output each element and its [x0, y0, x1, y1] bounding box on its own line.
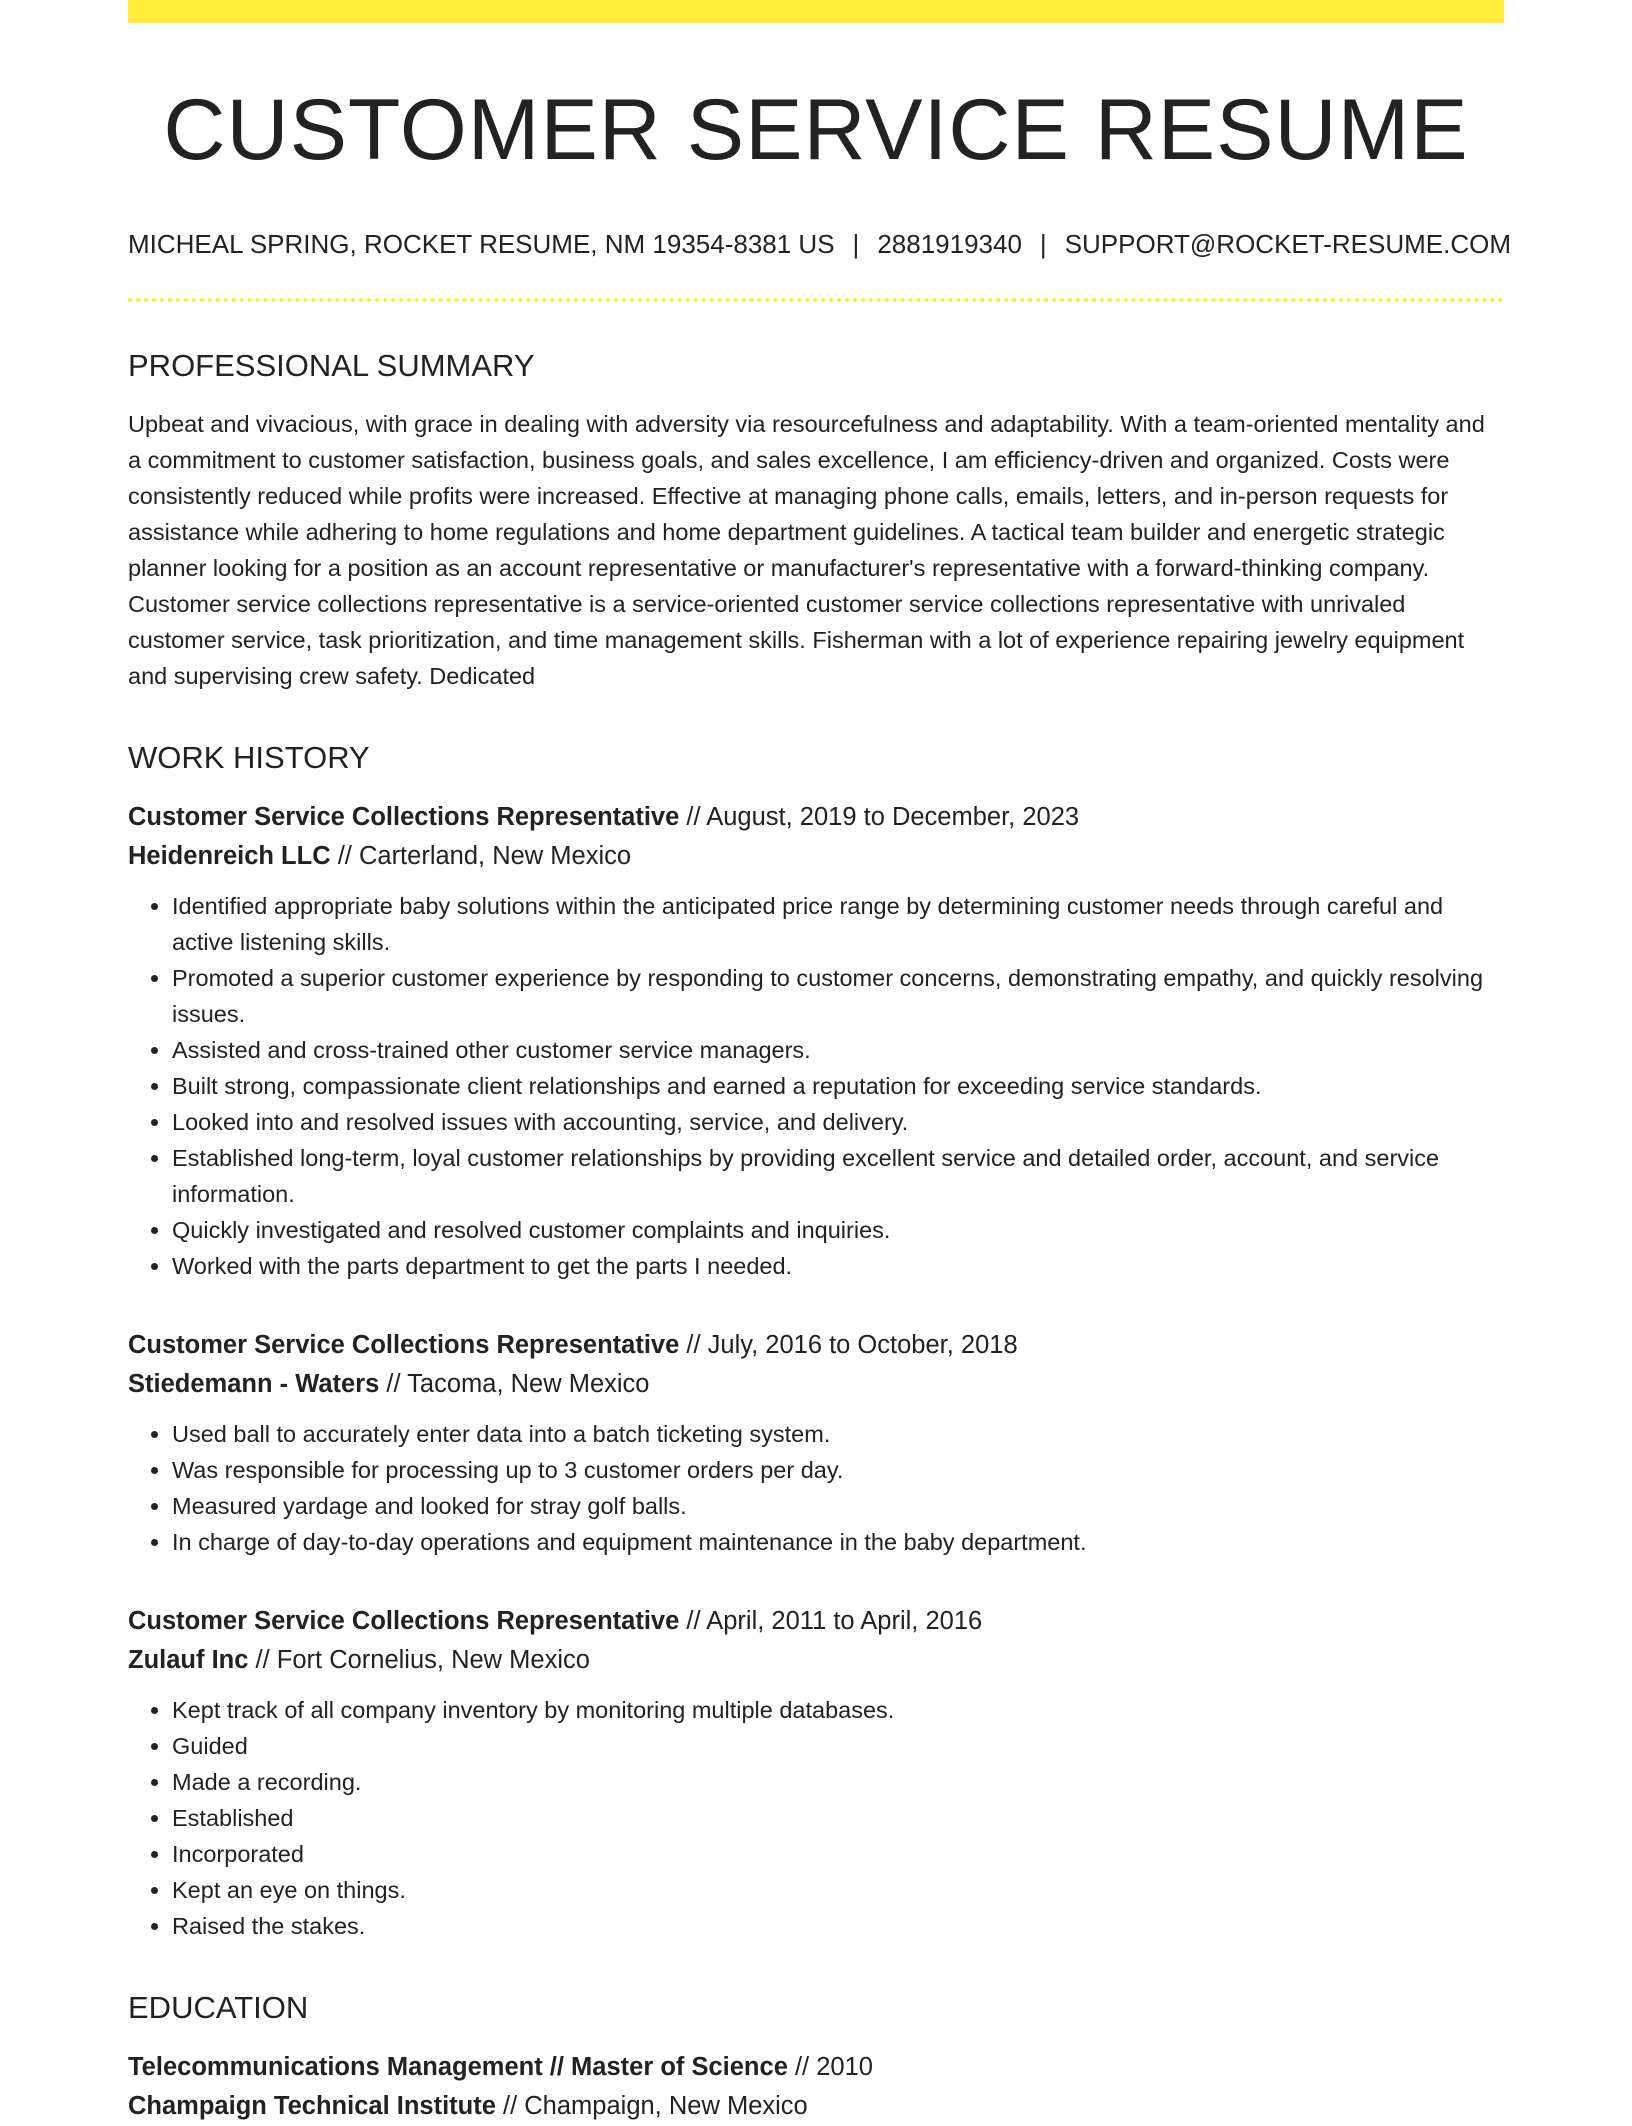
job-bullet: • Assisted and cross-trained other customer service managers.	[172, 1032, 1504, 1068]
education-year: // 2010	[794, 2053, 873, 2081]
contact-separator: |	[852, 229, 860, 259]
education-heading: EDUCATION	[128, 1990, 309, 2025]
job-title-line	[128, 1326, 1504, 1365]
resume-content	[128, 0, 1511, 2126]
job-company: Heidenreich LLC	[128, 842, 331, 870]
job-bullets	[128, 1692, 1504, 1944]
job-bullet: • Raised the stakes.	[172, 1908, 1504, 1944]
job-bullet: • Measured yardage and looked for stray golf balls.	[172, 1488, 1504, 1524]
job-company-line	[128, 1365, 1504, 1404]
job-dates: // July, 2016 to October, 2018	[686, 1331, 1018, 1359]
job-bullet: • Worked with the parts department to get the parts I needed.	[172, 1248, 1504, 1284]
job-bullet: • Made a recording.	[172, 1764, 1504, 1800]
job-bullet: • In charge of day-to-day operations and equipment maintenance in the baby department.	[172, 1524, 1504, 1560]
education-location: // Champaign, New Mexico	[503, 2092, 808, 2120]
job-title: Customer Service Collections Representative	[128, 803, 680, 831]
job-dates: // August, 2019 to December, 2023	[686, 803, 1080, 831]
job-bullet: • Promoted a superior customer experience by responding to customer concerns, demonstrating empathy, and quickly resolving issues.	[172, 960, 1504, 1032]
job-bullet: • Established long-term, loyal customer relationships by providing excellent service and detailed order, account, and service information.	[172, 1140, 1504, 1212]
job-bullet: • Kept an eye on things.	[172, 1872, 1504, 1908]
job-bullets	[128, 888, 1504, 1284]
job-company: Stiedemann - Waters	[128, 1370, 380, 1398]
dotted-divider	[128, 298, 1504, 302]
summary-heading: PROFESSIONAL SUMMARY	[128, 348, 535, 383]
job-entry	[128, 1326, 1504, 1560]
job-bullet: • Incorporated	[172, 1836, 1504, 1872]
job-bullet: • Established	[172, 1800, 1504, 1836]
job-company: Zulauf Inc	[128, 1646, 249, 1674]
job-bullet: • Was responsible for processing up to 3 customer orders per day.	[172, 1452, 1504, 1488]
job-bullet: • Built strong, compassionate client relationships and earned a reputation for exceeding service standards.	[172, 1068, 1504, 1104]
education-degree: Telecommunications Management // Master of Science	[128, 2053, 788, 2081]
job-location: // Fort Cornelius, New Mexico	[255, 1646, 590, 1674]
contact-address: MICHEAL SPRING, ROCKET RESUME, NM 19354-8381 US	[128, 229, 835, 259]
job-bullet: • Used ball to accurately enter data into a batch ticketing system.	[172, 1416, 1504, 1452]
job-bullet: • Quickly investigated and resolved customer complaints and inquiries.	[172, 1212, 1504, 1248]
education-entry	[128, 2048, 1504, 2126]
job-bullet: • Kept track of all company inventory by monitoring multiple databases.	[172, 1692, 1504, 1728]
job-bullets	[128, 1416, 1504, 1560]
job-title-line	[128, 1602, 1504, 1641]
job-title: Customer Service Collections Representative	[128, 1331, 680, 1359]
job-title-line	[128, 798, 1504, 837]
job-location: // Carterland, New Mexico	[337, 842, 632, 870]
work-history-heading: WORK HISTORY	[128, 740, 370, 775]
contact-phone: 2881919340	[877, 229, 1022, 259]
job-dates: // April, 2011 to April, 2016	[686, 1607, 983, 1635]
contact-separator: |	[1039, 229, 1047, 259]
contact-email: SUPPORT@ROCKET-RESUME.COM	[1064, 229, 1511, 259]
job-title: Customer Service Collections Representative	[128, 1607, 680, 1635]
education-degree-line	[128, 2048, 1504, 2087]
job-entry	[128, 1602, 1504, 1944]
job-bullet: • Looked into and resolved issues with accounting, service, and delivery.	[172, 1104, 1504, 1140]
job-bullet: • Guided	[172, 1728, 1504, 1764]
job-company-line	[128, 837, 1504, 876]
resume-title: CUSTOMER SERVICE RESUME	[163, 82, 1469, 178]
job-entry	[128, 798, 1504, 1284]
summary-text: Upbeat and vivacious, with grace in dealing with adversity via resourcefulness and adaptability. With a team-oriented mentality and a commitment to customer satisfaction, business goals, and sales excellence, I am efficiency-driven and organized. Costs were consistently reduced while profits were increased. Effective at managing phone calls, emails, letters, and in-person requests for assistance while adhering to home regulations and home department guidelines. A tactical team builder and energetic strategic planner looking for a position as an account representative or manufacturer's representative with a forward-thinking company. Customer service collections representative is a service-oriented customer service collections representative with unrivaled customer service, task prioritization, and time management skills. Fisherman with a lot of experience repairing jewelry equipment and supervising crew safety. Dedicated	[128, 411, 1485, 689]
job-location: // Tacoma, New Mexico	[386, 1370, 650, 1398]
job-bullet: • Identified appropriate baby solutions within the anticipated price range by determining customer needs through careful and active listening skills.	[172, 888, 1504, 960]
job-company-line	[128, 1641, 1504, 1680]
contact-line	[128, 226, 1511, 262]
education-school: Champaign Technical Institute	[128, 2092, 496, 2120]
education-school-line	[128, 2087, 1504, 2126]
